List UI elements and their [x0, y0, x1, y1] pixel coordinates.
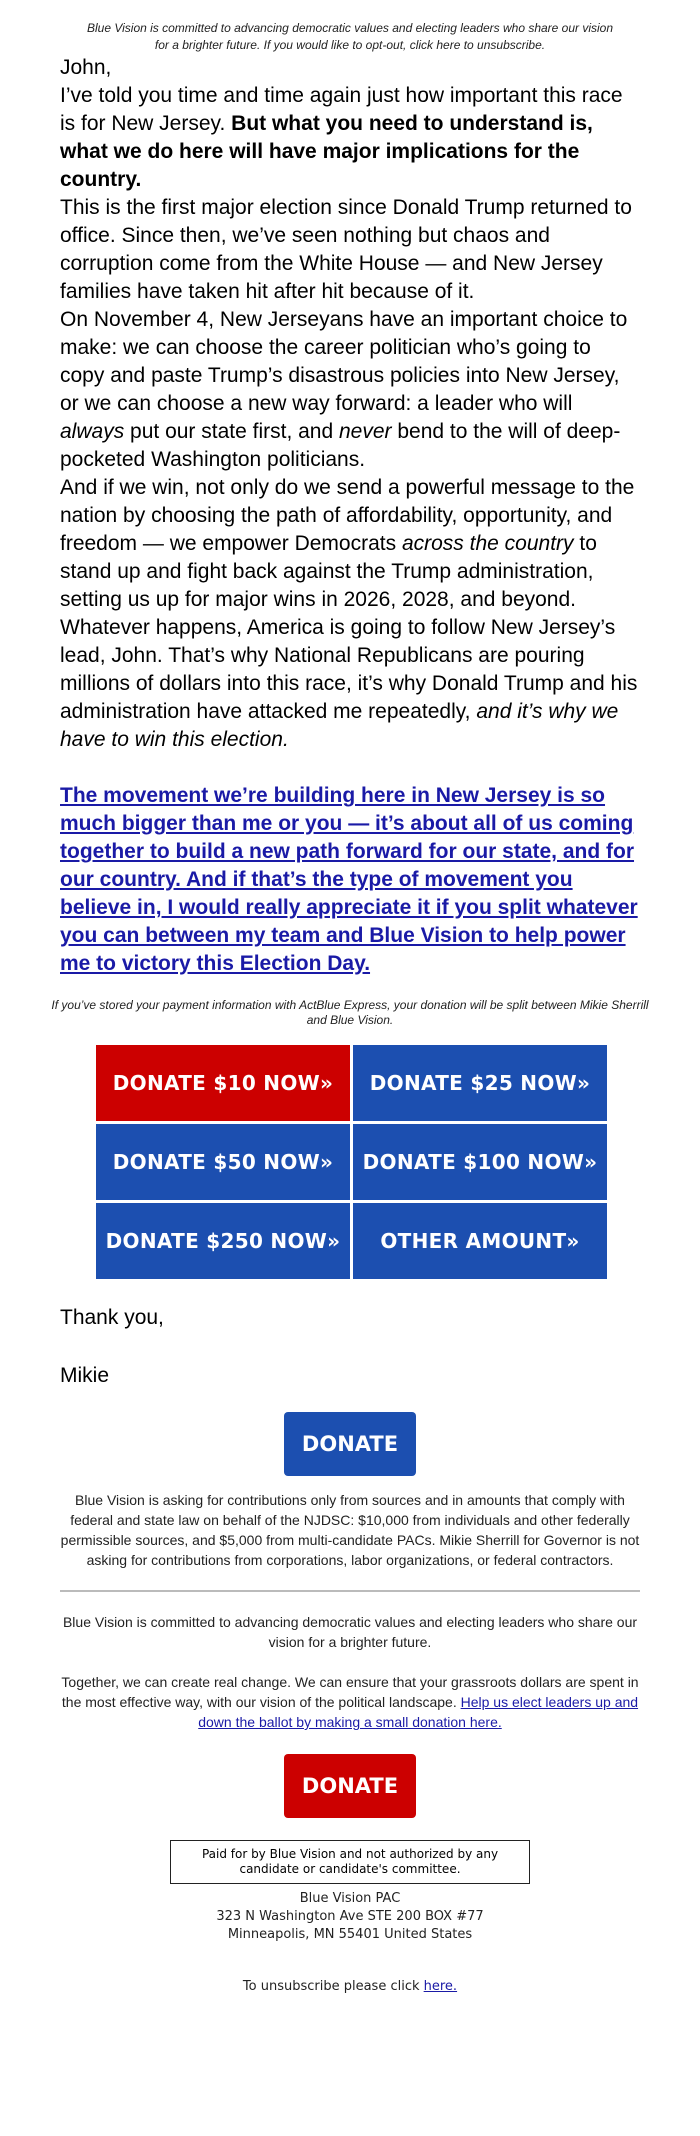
donate-other-amount-button[interactable]: OTHER AMOUNT» [353, 1203, 607, 1279]
divider [60, 1590, 640, 1592]
greeting: John, [60, 56, 112, 79]
footer-mission: Blue Vision is committed to advancing democratic values and electing leaders who share our vision for a brighter future. [62, 1614, 638, 1650]
address-line-1: Blue Vision PAC [299, 1891, 401, 1906]
paragraph-5-italic: and it’s why we have to win this election. [60, 700, 619, 751]
thanks-text: Thank you, [60, 1306, 164, 1329]
paragraph-1 [60, 82, 640, 194]
donate-button-grid [96, 1045, 604, 1279]
donate-button-red[interactable]: DONATE [284, 1754, 416, 1818]
paragraph-3 [60, 306, 640, 474]
preheader-text[interactable]: Blue Vision is committed to advancing democratic values and electing leaders who share our vision for a brighter future. If you would like to opt-out, click here to unsubscribe. [86, 21, 614, 52]
mailing-address [0, 1890, 700, 1944]
unsubscribe-link[interactable]: here. [423, 1979, 458, 1994]
signoff-block [0, 1304, 700, 1390]
donate-25-button[interactable]: DONATE $25 NOW» [353, 1045, 607, 1121]
footer-donate-link[interactable]: Help us elect leaders up and down the ballot by making a small donation here. [198, 1694, 639, 1730]
paid-for-by-box: Paid for by Blue Vision and not authorized by any candidate or candidate's committee. [170, 1840, 530, 1884]
donate-button-red-wrap [0, 1754, 700, 1818]
paragraph-4-text-a: And if we win, not only do we send a powerful message to the nation by choosing the path of affordability, opportunity, and freedom — we empower Democrats [60, 476, 635, 555]
legal-disclaimer: Blue Vision is asking for contributions only from sources and in amounts that comply with federal and state law on behalf of the NJDSC: $10,000 from individuals and other federally permissible sources, and $5,000 from multi-candidate PACs. Mikie Sherrill for Governor is not asking for contributions from corporations, labor organizations, or federal contractors. [60, 1492, 640, 1568]
unsubscribe-line [0, 1978, 700, 1996]
paragraph-2: This is the first major election since Donald Trump returned to office. Since then, we’ve seen nothing but chaos and corruption come from the White House — and New Jersey families have taken hit after hit because of it. [60, 196, 632, 303]
paragraph-1-bold: But what you need to understand is, what we do here will have major implications for the country. [60, 112, 593, 191]
donate-button-wrap [0, 1412, 700, 1476]
donation-ask-link[interactable]: The movement we’re building here in New Jersey is so much bigger than me or you — it’s about all of us coming together to build a new path forward for our state, and for our country. And if that’s the type of movement you believe in, I would really appreciate it if you split whatever you can between my team and Blue Vision to help power me to victory this Election Day. [60, 784, 638, 975]
donate-button-blue[interactable]: DONATE [284, 1412, 416, 1476]
address-line-3: Minneapolis, MN 55401 United States [227, 1927, 473, 1942]
actblue-express-note: If you’ve stored your payment information with ActBlue Express, your donation will be split between Mikie Sherrill and Blue Vision. [51, 998, 649, 1027]
donate-250-button[interactable]: DONATE $250 NOW» [96, 1203, 350, 1279]
paragraph-3-text-e: bend to the will of deep-pocketed Washington politicians. [60, 420, 621, 471]
paragraph-4 [60, 474, 640, 614]
donate-50-button[interactable]: DONATE $50 NOW» [96, 1124, 350, 1200]
unsubscribe-text: To unsubscribe please click [242, 1979, 424, 1994]
paragraph-3-text-c: put our state first, and [124, 420, 339, 443]
footer-together-text: Together, we can create real change. We can ensure that your grassroots dollars are spent in the most effective way, with our vision of the political landscape. [61, 1674, 639, 1710]
paragraph-3-italic-never: never [338, 420, 392, 443]
letter-content [0, 54, 700, 978]
signature: Mikie [60, 1364, 110, 1387]
paragraph-3-text-a: On November 4, New Jerseyans have an important choice to make: we can choose the career politician who’s going to copy and paste Trump’s disastrous policies into New Jersey, or we can choose a new way forward: a leader who will [60, 308, 628, 415]
paragraph-3-italic-always: always [60, 420, 125, 443]
donate-10-button[interactable]: DONATE $10 NOW» [96, 1045, 350, 1121]
donate-100-button[interactable]: DONATE $100 NOW» [353, 1124, 607, 1200]
paragraph-4-italic: across the country [401, 532, 574, 555]
paragraph-5 [60, 614, 640, 754]
paragraph-4-text-c: to stand up and fight back against the Trump administration, setting us up for major wins in 2026, 2028, and beyond. [60, 532, 597, 611]
paragraph-1-text: I’ve told you time and time again just how important this race is for New Jersey. [60, 84, 623, 135]
address-line-2: 323 N Washington Ave STE 200 BOX #77 [216, 1909, 484, 1924]
footer-together [60, 1672, 640, 1732]
paragraph-5-text-a: Whatever happens, America is going to follow New Jersey’s lead, John. That’s why National Republicans are pouring millions of dollars into this race, it’s why Donald Trump and his administration have attacked me repeatedly, [60, 616, 638, 723]
